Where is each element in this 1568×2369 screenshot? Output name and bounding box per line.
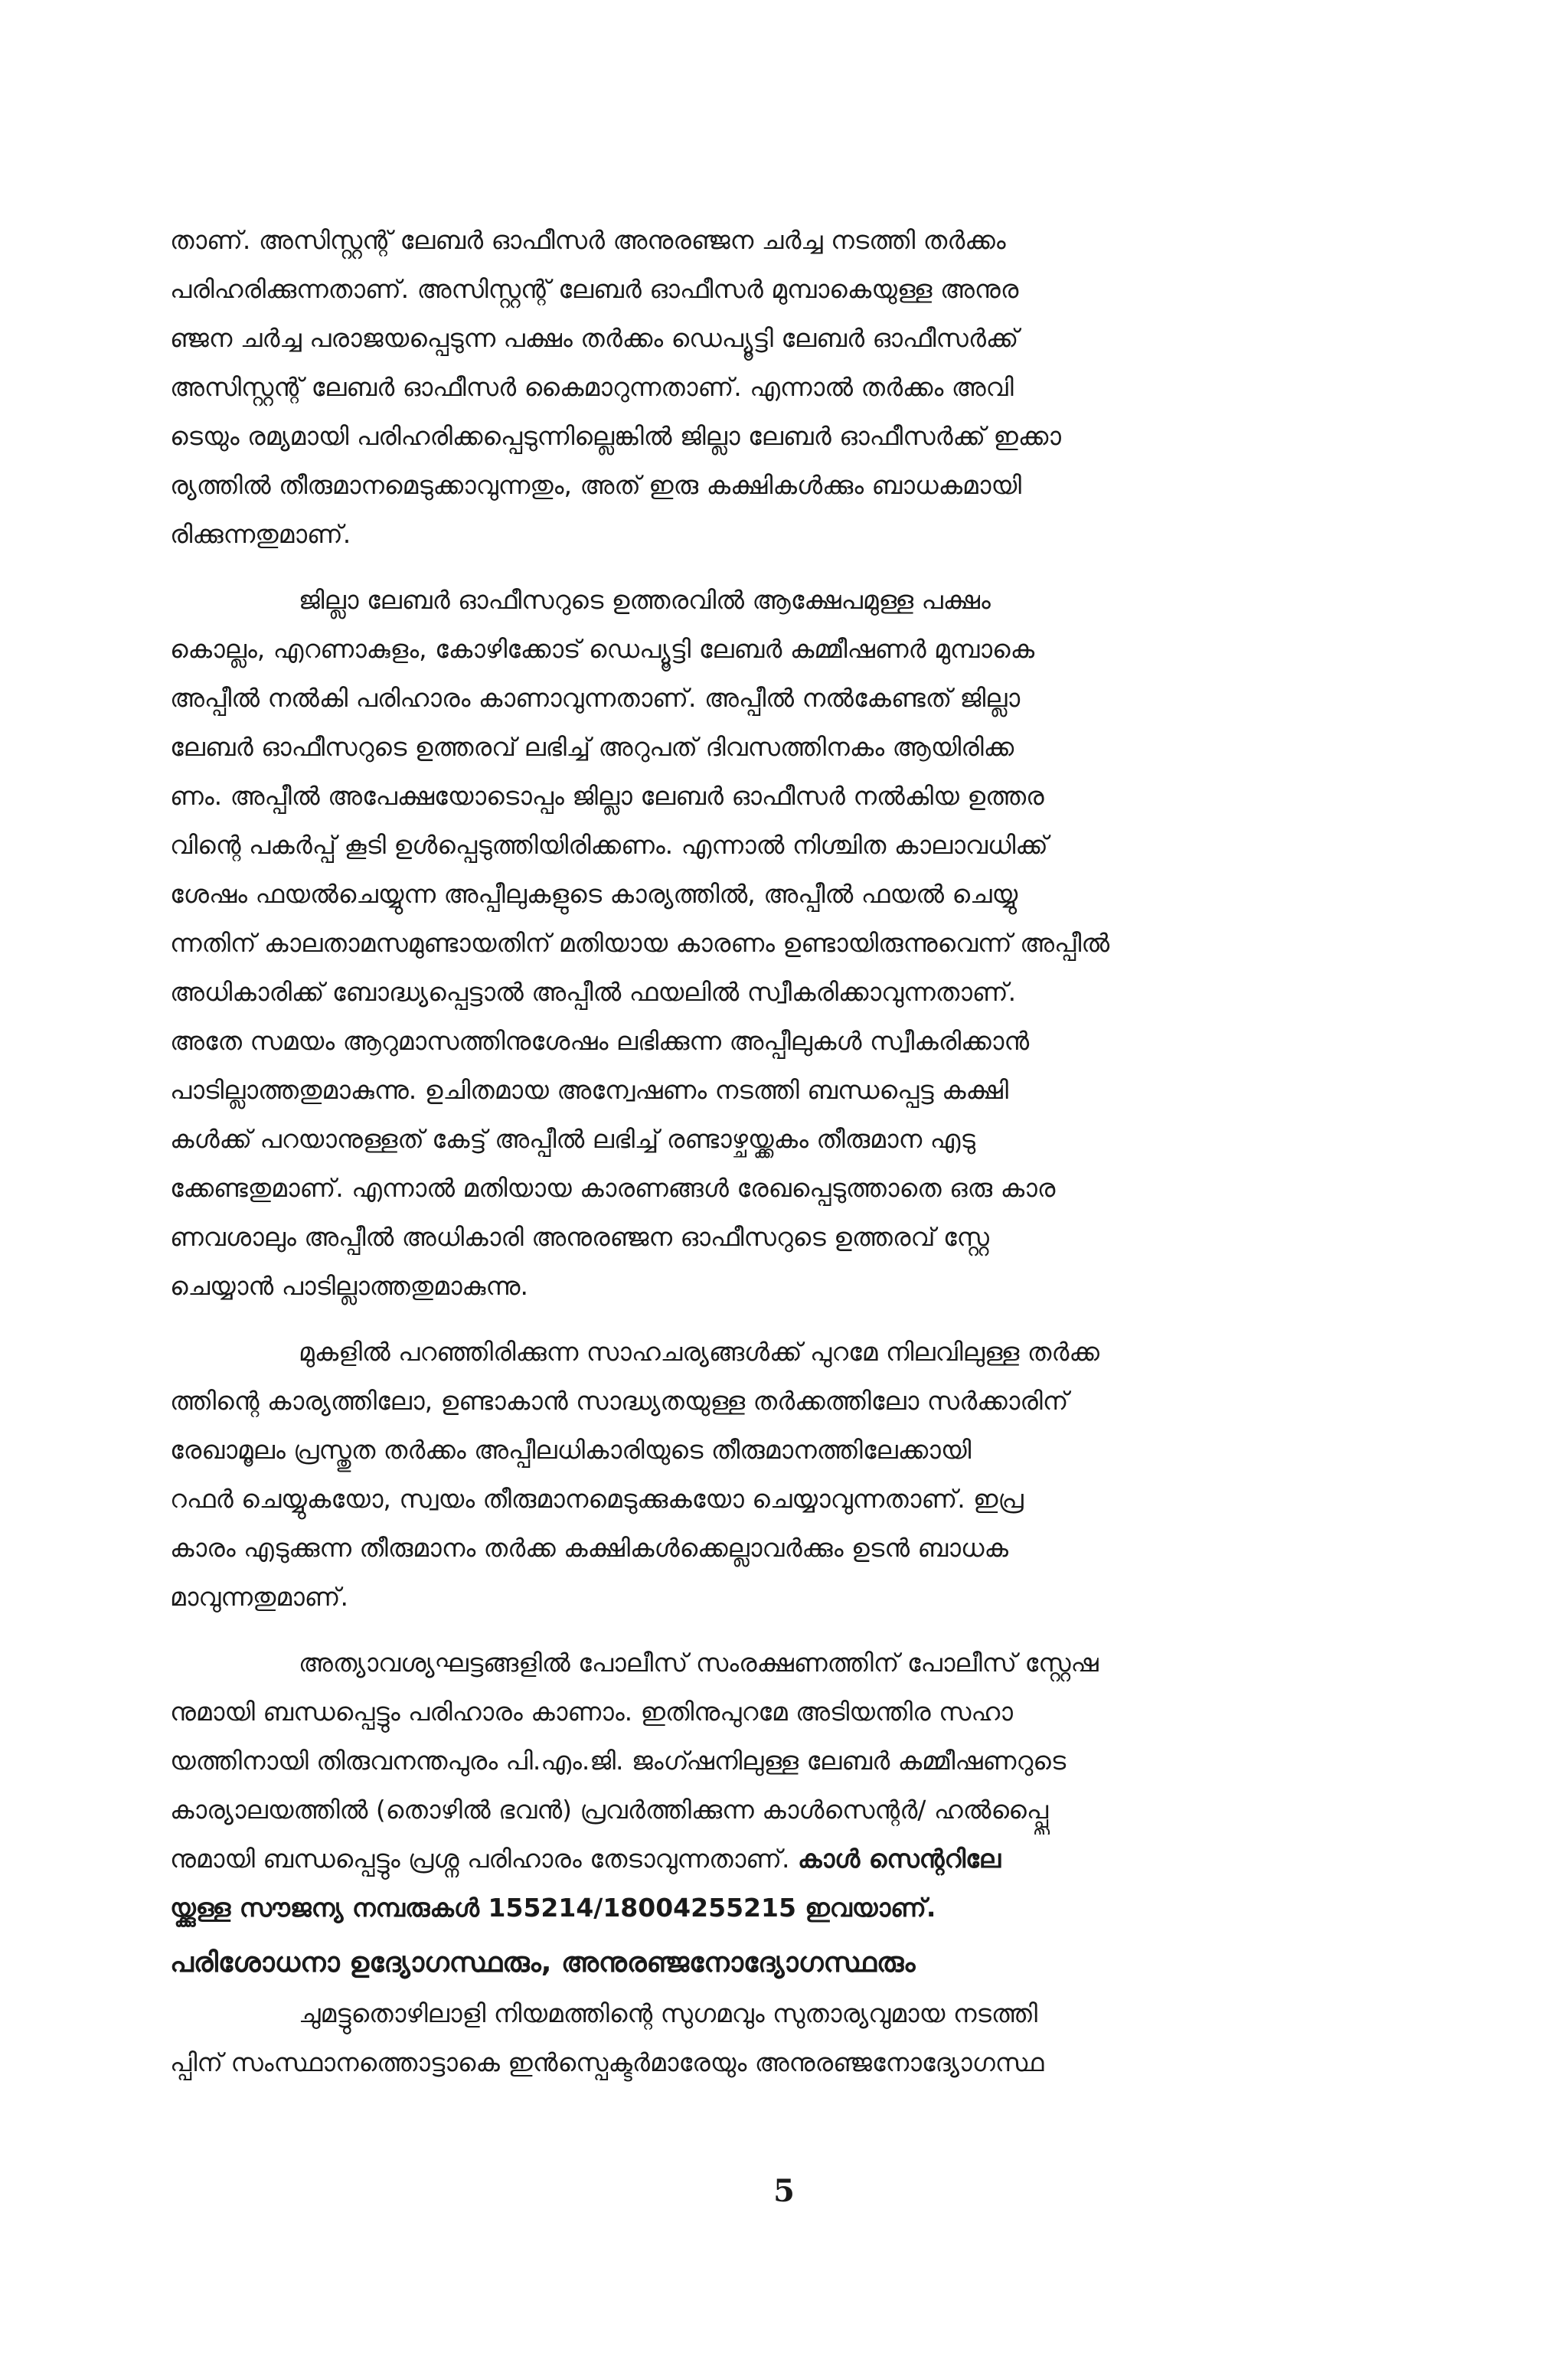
text-line: രിക്കുന്നതുമാണ്. bbox=[170, 519, 351, 549]
paragraph-5 bbox=[170, 1989, 1404, 2087]
text-line: പാടില്ലാത്തതുമാകുന്നു. ഉചിതമായ അന്വേഷണം നടത്തി ബന്ധപ്പെട്ട കക്ഷി bbox=[170, 1075, 1008, 1105]
text-line: ണവശാലും അപ്പീൽ അധികാരി അനുരഞ്ജന ഓഫീസറുടെ ഉത്തരവ് സ്റ്റേ bbox=[170, 1222, 989, 1252]
text-line: ക്കേണ്ടതുമാണ്. എന്നാൽ മതിയായ കാരണങ്ങൾ രേഖപ്പെടുത്താതെ ഒരു കാര bbox=[170, 1173, 1056, 1203]
text-line: ശേഷം ഫയൽചെയ്യുന്ന അപ്പീലുകളുടെ കാര്യത്തിൽ, അപ്പീൽ ഫയൽ ചെയ്യു bbox=[170, 879, 1018, 909]
text-line: റഫർ ചെയ്യുകയോ, സ്വയം തീരുമാനമെടുക്കുകയോ ചെയ്യാവുന്നതാണ്. ഇപ്ര bbox=[170, 1484, 1024, 1514]
text-line: പരിഹരിക്കുന്നതാണ്. അസിസ്റ്റന്റ് ലേബർ ഓഫീസർ മുമ്പാകെയുള്ള അനുര bbox=[170, 274, 1019, 304]
text-line: ഞ്ജന ചർച്ച പരാജയപ്പെടുന്ന പക്ഷം തർക്കം ഡെപ്യൂട്ടി ലേബർ ഓഫീസർക്ക് bbox=[170, 323, 1019, 353]
text-line: ണം. അപ്പീൽ അപേക്ഷയോടൊപ്പം ജില്ലാ ലേബർ ഓഫീസർ നൽകിയ ഉത്തര bbox=[170, 781, 1044, 811]
paragraph-4 bbox=[170, 1639, 1404, 1933]
text-line: ചുമട്ടുതൊഴിലാളി നിയമത്തിന്റെ സുഗമവും സുതാര്യവുമായ നടത്തി bbox=[299, 1998, 1038, 2028]
text-line: കാര്യാലയത്തിൽ (തൊഴിൽ ഭവൻ) പ്രവർത്തിക്കുന്ന കാൾസെന്റർ/ ഹൽപ്പ്ലൈ bbox=[170, 1795, 1049, 1825]
paragraph-2 bbox=[170, 576, 1404, 1311]
text-line: കൾക്ക് പറയാനുള്ളത് കേട്ട് അപ്പീൽ ലഭിച്ച് രണ്ടാഴ്ചയ്ക്കകം തീരുമാന എടു bbox=[170, 1124, 975, 1154]
text-segment: നുമായി ബന്ധപ്പെട്ടും പ്രശ്ന പരിഹാരം തേടാവുന്നതാണ്. bbox=[170, 1844, 798, 1874]
text-line: വിന്റെ പകർപ്പ് കൂടി ഉൾപ്പെടുത്തിയിരിക്കണം. എന്നാൽ നിശ്ചിത കാലാവധിക്ക് bbox=[170, 830, 1048, 860]
text-line: ടെയും രമ്യമായി പരിഹരിക്കപ്പെടുന്നില്ലെങ്കിൽ ജില്ലാ ലേബർ ഓഫീസർക്ക് ഇക്കാ bbox=[170, 421, 1061, 451]
paragraph-1 bbox=[170, 216, 1404, 559]
text-line: അധികാരിക്ക് ബോദ്ധ്യപ്പെട്ടാൽ അപ്പീൽ ഫയലിൽ സ്വീകരിക്കാവുന്നതാണ്. bbox=[170, 977, 1017, 1007]
text-line: താണ്. അസിസ്റ്റന്റ് ലേബർ ഓഫീസർ അനുരഞ്ജന ചർച്ച നടത്തി തർക്കം bbox=[170, 225, 1006, 255]
text-line: അത്യാവശ്യഘട്ടങ്ങളിൽ പോലീസ് സംരക്ഷണത്തിന് പോലീസ് സ്റ്റേഷ bbox=[299, 1648, 1099, 1678]
bold-text-line: യ്ക്കുള്ള സൗജന്യ നമ്പരുകൾ 155214/18004255215 ഇവയാണ്. bbox=[170, 1893, 936, 1923]
text-line: കാരം എടുക്കുന്ന തീരുമാനം തർക്ക കക്ഷികൾക്കെല്ലാവർക്കും ഉടൻ ബാധക bbox=[170, 1533, 1009, 1563]
text-line: അതേ സമയം ആറുമാസത്തിനുശേഷം ലഭിക്കുന്ന അപ്പീലുകൾ സ്വീകരിക്കാൻ bbox=[170, 1026, 1030, 1056]
text-line: പ്പിന് സംസ്ഥാനത്തൊട്ടാകെ ഇൻസ്പെക്ടർമാരേയും അനുരഞ്ജനോദ്യോഗസ്ഥ bbox=[170, 2047, 1044, 2077]
text-line bbox=[170, 1835, 1404, 1884]
text-line: ന്നതിന് കാലതാമസമുണ്ടായതിന് മതിയായ കാരണം ഉണ്ടായിരുന്നുവെന്ന് അപ്പീൽ bbox=[170, 928, 1110, 958]
body-text bbox=[170, 216, 1404, 2087]
text-line: ര്യത്തിൽ തീരുമാനമെടുക്കാവുന്നതും, അത് ഇരു കക്ഷികൾക്കും ബാധകമായി bbox=[170, 470, 1022, 500]
text-line: നുമായി ബന്ധപ്പെട്ടും പരിഹാരം കാണാം. ഇതിനുപുറമേ അടിയന്തിര സഹാ bbox=[170, 1697, 1013, 1727]
text-line: അപ്പീൽ നൽകി പരിഹാരം കാണാവുന്നതാണ്. അപ്പീൽ നൽകേണ്ടത് ജില്ലാ bbox=[170, 683, 1021, 713]
bold-text-segment: കാൾ സെന്ററിലേ bbox=[798, 1844, 1001, 1874]
paragraph-3 bbox=[170, 1328, 1404, 1622]
text-line: ത്തിന്റെ കാര്യത്തിലോ, ഉണ്ടാകാൻ സാദ്ധ്യതയുള്ള തർക്കത്തിലോ സർക്കാരിന് bbox=[170, 1386, 1069, 1416]
text-line: ലേബർ ഓഫീസറുടെ ഉത്തരവ് ലഭിച്ച് അറുപത് ദിവസത്തിനകം ആയിരിക്ക bbox=[170, 732, 1014, 762]
text-line: യത്തിനായി തിരുവനന്തപുരം പി.എം.ജി. ജംഗ്ഷനിലുള്ള ലേബർ കമ്മീഷണറുടെ bbox=[170, 1746, 1067, 1776]
text-line: ചെയ്യാൻ പാടില്ലാത്തതുമാകുന്നു. bbox=[170, 1271, 528, 1301]
text-line: മാവുന്നതുമാണ്. bbox=[170, 1582, 349, 1612]
text-line: മുകളിൽ പറഞ്ഞിരിക്കുന്ന സാഹചര്യങ്ങൾക്ക് പുറമേ നിലവിലുള്ള തർക്ക bbox=[299, 1337, 1099, 1367]
text-line: രേഖാമൂലം പ്രസ്തുത തർക്കം അപ്പീലധികാരിയുടെ തീരുമാനത്തിലേക്കായി bbox=[170, 1435, 972, 1465]
page-number: 5 bbox=[773, 2173, 795, 2209]
section-heading: പരിശോധനാ ഉദ്യോഗസ്ഥരും, അനുരഞ്ജനോദ്യോഗസ്ഥരും bbox=[170, 1947, 916, 1979]
text-line: അസിസ്റ്റന്റ് ലേബർ ഓഫീസർ കൈമാറുന്നതാണ്. എന്നാൽ തർക്കം അവി bbox=[170, 372, 1014, 402]
text-line: കൊല്ലം, എറണാകുളം, കോഴിക്കോട് ഡെപ്യൂട്ടി ലേബർ കമ്മീഷണർ മുമ്പാകെ bbox=[170, 634, 1035, 664]
text-line: ജില്ലാ ലേബർ ഓഫീസറുടെ ഉത്തരവിൽ ആക്ഷേപമുള്ള പക്ഷം bbox=[299, 585, 991, 615]
